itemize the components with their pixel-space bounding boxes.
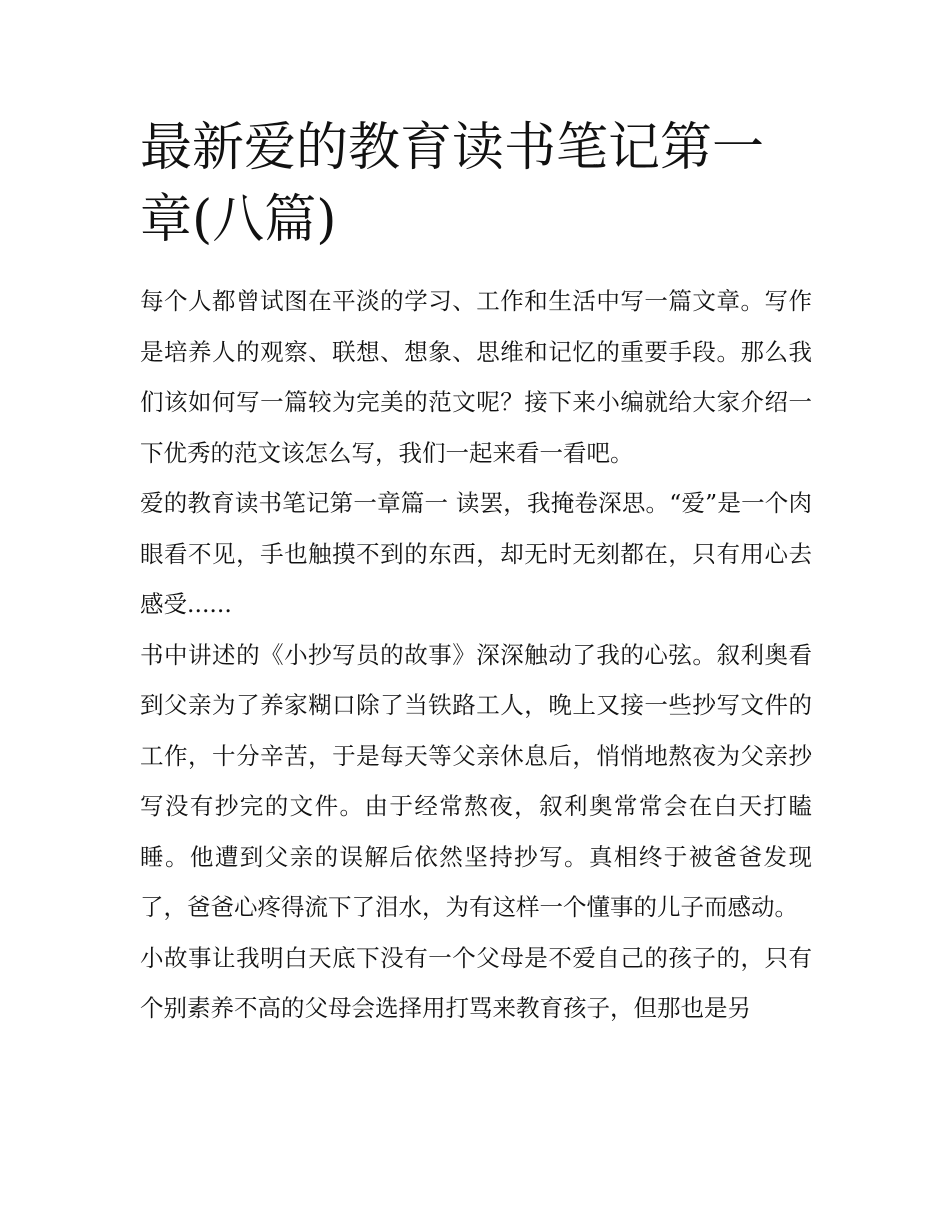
document-body — [140, 276, 812, 1034]
document-title: 最新爱的教育读书笔记第一章(八篇) — [140, 118, 765, 250]
paragraph-chapter-opening: 爱的教育读书笔记第一章篇一 读罢，我掩卷深思。“爱”是一个肉眼看不见，手也触摸不到的东西，却无时无刻都在，只有用心去感受...... — [140, 489, 812, 618]
paragraph-reflection: 小故事让我明白天底下没有一个父母是不爱自己的孩子的，只有个别素养不高的父母会选择用打骂来教育孩子，但那也是另 — [140, 943, 812, 1022]
document-page — [140, 112, 812, 1034]
paragraph-intro: 每个人都曾试图在平淡的学习、工作和生活中写一篇文章。写作是培养人的观察、联想、想象、思维和记忆的重要手段。那么我们该如何写一篇较为完美的范文呢？接下来小编就给大家介绍一下优秀的范文该怎么写，我们一起来看一看吧。 — [140, 287, 812, 467]
paragraph-story: 书中讲述的《小抄写员的故事》深深触动了我的心弦。叙利奥看到父亲为了养家糊口除了当铁路工人，晚上又接一些抄写文件的工作，十分辛苦，于是每天等父亲休息后，悄悄地熬夜为父亲抄写没有抄完的文件。由于经常熬夜，叙利奥常常会在白天打瞌睡。他遭到父亲的误解后依然坚持抄写。真相终于被爸爸发现了，爸爸心疼得流下了泪水，为有这样一个懂事的儿子而感动。 — [140, 640, 812, 921]
